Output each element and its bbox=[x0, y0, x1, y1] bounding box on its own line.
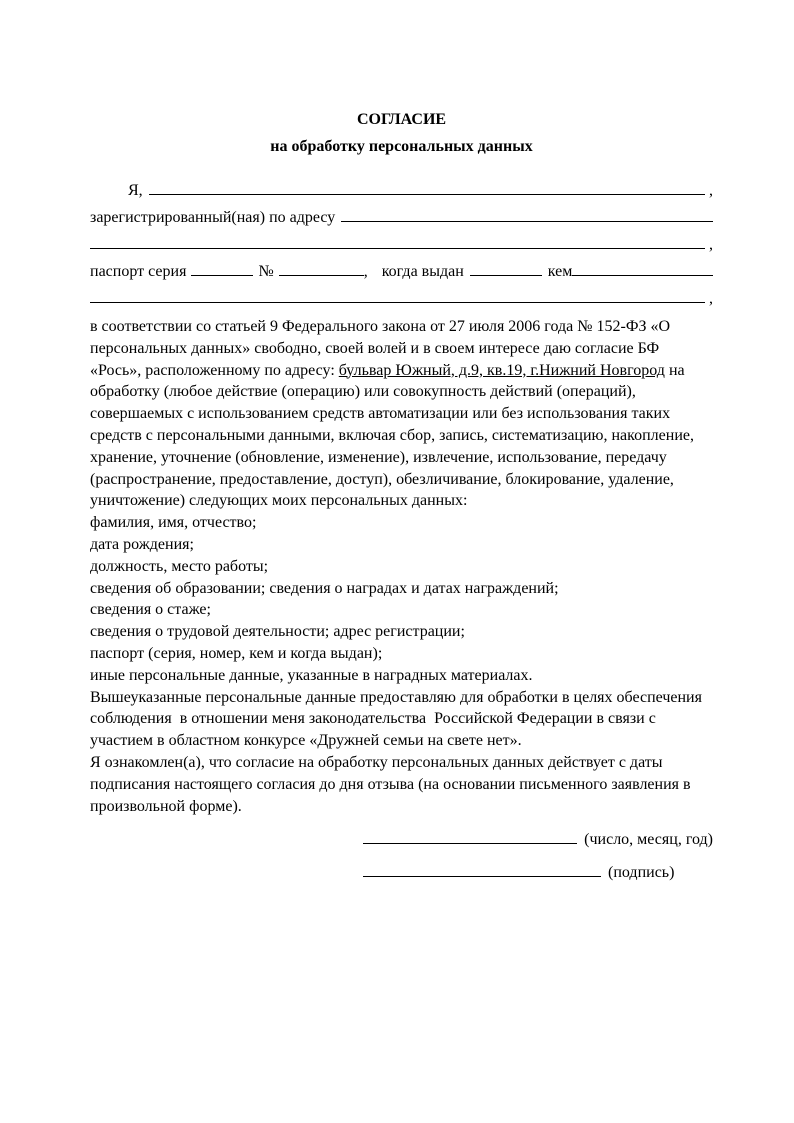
full-name-blank bbox=[149, 194, 705, 195]
full-name-prefix: Я, bbox=[128, 182, 143, 199]
passport-number-blank bbox=[279, 275, 364, 276]
signature-caption: (подпись) bbox=[608, 864, 675, 882]
full-name-fill-row bbox=[90, 177, 713, 204]
date-blank bbox=[363, 843, 577, 844]
list-item: дата рождения; bbox=[90, 535, 194, 553]
list-item: должность, место работы; bbox=[90, 557, 269, 575]
passport-issuer-blank-2 bbox=[90, 302, 705, 303]
registered-address-blank bbox=[341, 221, 713, 222]
passport-fill-row-2 bbox=[90, 285, 713, 312]
passport-issuer-blank bbox=[572, 275, 713, 276]
list-item: иные персональные данные, указанные в наградных материалах. bbox=[90, 666, 533, 684]
list-item: сведения о трудовой деятельности; адрес регистрации; bbox=[90, 623, 465, 641]
registered-address-blank-2 bbox=[90, 248, 705, 249]
registered-address-fill-row bbox=[90, 204, 713, 231]
registered-address-fill-row-2 bbox=[90, 231, 713, 258]
passport-line2-suffix: , bbox=[709, 290, 713, 307]
consent-text-before-address: в соответствии со статьей 9 Федерального закона от 27 июля 2006 года № 152-ФЗ «О персональных данных» свободно, своей волей и в своем интересе даю согласие БФ «Рось», расположенному по адресу: bbox=[90, 318, 675, 379]
purpose-paragraph: Вышеуказанные персональные данные предоставляю для обработки в целях обеспечения соблюдения в отношении меня законодательства Российской Федерации в связи с участием в областном конкурсе «Дружней семьи на свете нет». bbox=[90, 688, 706, 750]
fill-in-section bbox=[90, 177, 713, 312]
full-name-suffix: , bbox=[709, 182, 713, 199]
document-subtitle: на обработку персональных данных bbox=[270, 138, 533, 155]
list-item: сведения о стаже; bbox=[90, 601, 211, 619]
signature-block bbox=[90, 829, 713, 884]
passport-issued-date-blank bbox=[470, 275, 542, 276]
personal-data-list bbox=[90, 512, 713, 686]
passport-comma: , bbox=[363, 263, 368, 280]
document-title: СОГЛАСИЕ bbox=[356, 111, 447, 128]
consent-paragraph bbox=[90, 316, 713, 512]
passport-issued-by-label: кем bbox=[547, 263, 573, 280]
operator-address: бульвар Южный, д.9, кв.19, г.Нижний Новгород bbox=[338, 361, 665, 379]
passport-series-blank bbox=[191, 275, 253, 276]
date-caption: (число, месяц, год) bbox=[584, 831, 713, 849]
list-item: фамилия, имя, отчество; bbox=[90, 514, 257, 532]
date-row bbox=[363, 829, 713, 851]
signature-row bbox=[363, 862, 713, 884]
acknowledgment-paragraph: Я ознакомлен(а), что согласие на обработку персональных данных действует с даты подписания настоящего согласия до дня отзыва (на основании письменного заявления в произвольной форме). bbox=[90, 753, 695, 815]
registered-address-suffix: , bbox=[709, 236, 713, 253]
passport-number-sign: № bbox=[258, 263, 274, 280]
passport-fill-row bbox=[90, 258, 713, 285]
consent-text-after-address: на обработку (любое действие (операцию) или совокупность действий (операций), совершаемых с использованием средств автоматизации или без использования таких средств с персональными данными, включая сбор, запись, систематизацию, накопление, хранение, уточнение (обновление, изменение), извлечение, использование, передачу (распространение, предоставление, доступ), обезличивание, блокирование, удаление, уничтожение) следующих моих персональных данных: bbox=[90, 361, 698, 510]
registered-address-label: зарегистрированный(ная) по адресу bbox=[90, 209, 336, 226]
list-item: паспорт (серия, номер, кем и когда выдан); bbox=[90, 644, 383, 662]
list-item: сведения об образовании; сведения о наградах и датах награждений; bbox=[90, 579, 559, 597]
signature-blank bbox=[363, 876, 601, 877]
passport-issued-when-label: когда выдан bbox=[381, 263, 464, 280]
passport-series-label: паспорт серия bbox=[90, 263, 187, 280]
